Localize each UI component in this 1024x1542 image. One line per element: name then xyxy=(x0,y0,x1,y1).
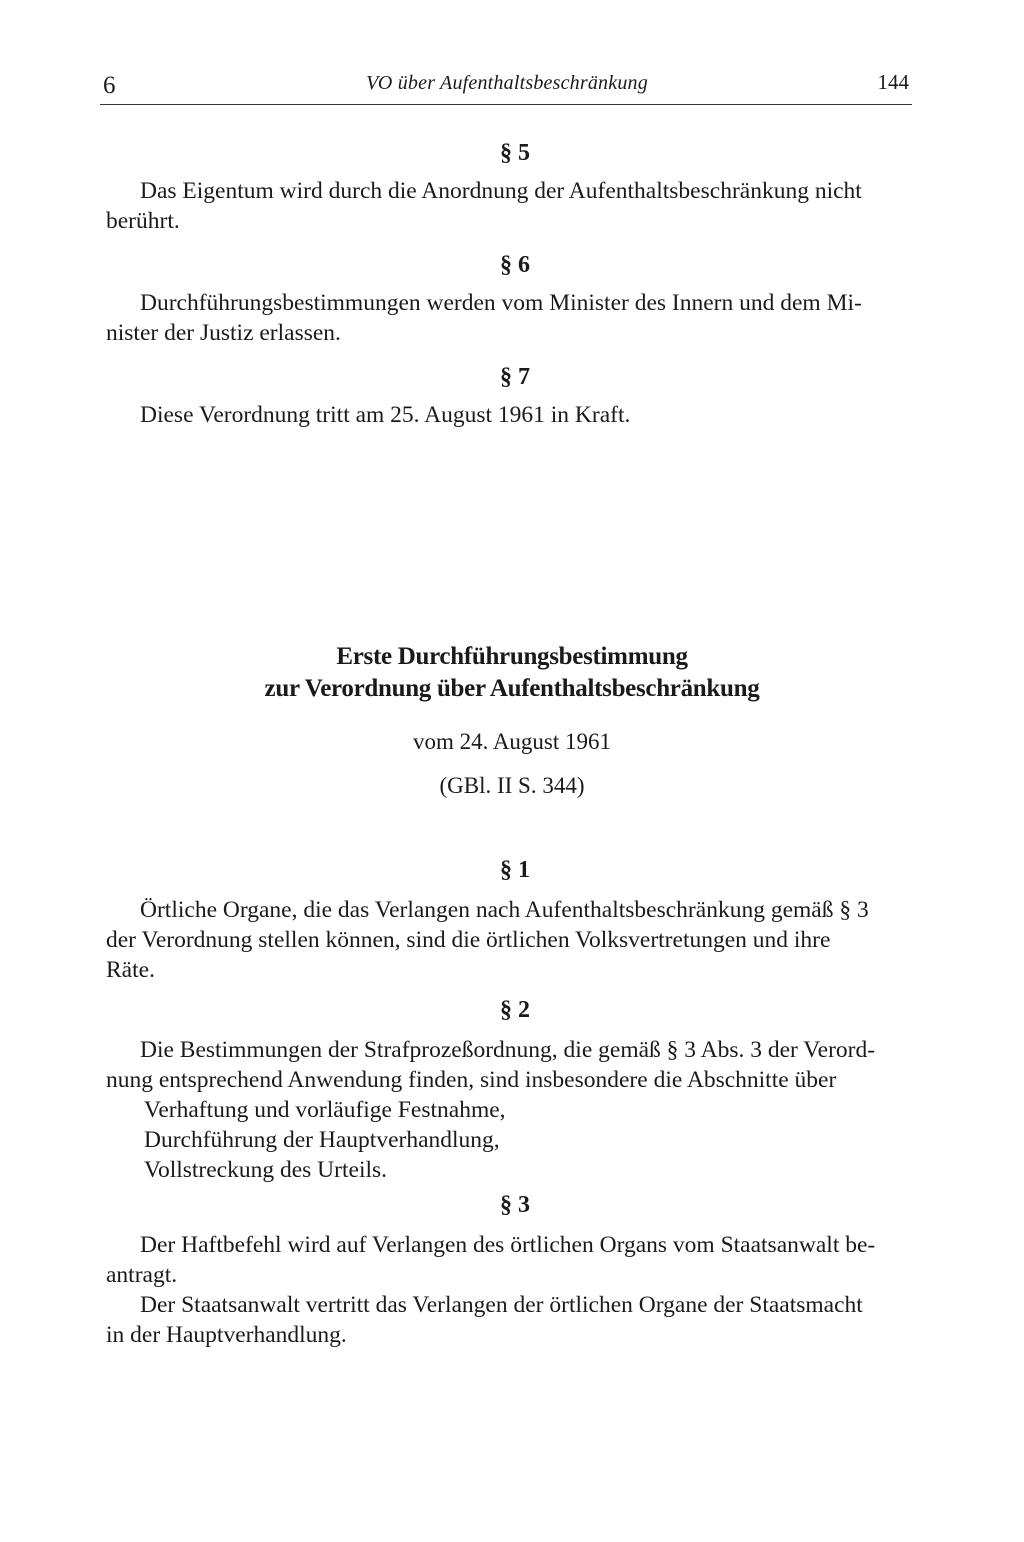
paragraph-line: Das Eigentum wird durch die Anordnung der Aufenthaltsbeschränkung nicht xyxy=(140,178,862,204)
section-2-text xyxy=(106,1035,916,1185)
list-item: Verhaftung und vorläufige Festnahme, xyxy=(144,1097,506,1123)
paragraph-line: Durchführungsbestimmungen werden vom Minister des Innern und dem Mi- xyxy=(140,290,862,316)
paragraph-line: Räte. xyxy=(106,957,155,983)
section-heading-1: § 1 xyxy=(500,857,530,883)
paragraph-line: berührt. xyxy=(106,208,180,234)
section-heading-7: § 7 xyxy=(500,364,530,390)
decree-date: vom 24. August 1961 xyxy=(412,729,612,754)
header-rule xyxy=(100,104,912,105)
section-heading-6: § 6 xyxy=(500,252,530,278)
paragraph-line: Diese Verordnung tritt am 25. August 1961 in Kraft. xyxy=(140,402,631,428)
list-item: Durchführung der Hauptverhandlung, xyxy=(144,1127,500,1153)
paragraph-line: in der Hauptverhandlung. xyxy=(106,1322,347,1348)
section-1-text xyxy=(106,895,916,985)
paragraph-line: der Verordnung stellen können, sind die örtlichen Volksvertretungen und ihre xyxy=(106,927,831,953)
paragraph-line: Die Bestimmungen der Strafprozeßordnung, die gemäß § 3 Abs. 3 der Verord- xyxy=(140,1037,876,1063)
section-heading-5: § 5 xyxy=(500,140,530,166)
paragraph-line: nung entsprechend Anwendung finden, sind insbesondere die Abschnitte über xyxy=(106,1067,837,1093)
paragraph-line: Örtliche Organe, die das Verlangen nach Aufenthaltsbeschränkung gemäß § 3 xyxy=(140,897,869,923)
paragraph-line: Der Haftbefehl wird auf Verlangen des örtlichen Organs vom Staatsanwalt be- xyxy=(140,1232,876,1258)
paragraph-line: nister der Justiz erlassen. xyxy=(106,320,341,346)
decree-source: (GBl. II S. 344) xyxy=(439,773,585,798)
section-5-text xyxy=(106,176,916,236)
page-number: 144 xyxy=(877,70,909,94)
list-item: Vollstreckung des Urteils. xyxy=(144,1157,388,1183)
decree-title-line-2: zur Verordnung über Aufenthaltsbeschränkung xyxy=(264,675,760,702)
paragraph-line: antragt. xyxy=(106,1262,178,1288)
section-6-text xyxy=(106,288,916,348)
section-heading-2: § 2 xyxy=(500,997,530,1023)
paragraph-line: Der Staatsanwalt vertritt das Verlangen der örtlichen Organe der Staatsmacht xyxy=(140,1292,863,1318)
chapter-number: 6 xyxy=(103,72,116,99)
section-3-text xyxy=(106,1230,916,1350)
section-heading-3: § 3 xyxy=(500,1192,530,1218)
running-title: VO über Aufenthaltsbeschränkung xyxy=(366,72,648,94)
section-7-text xyxy=(106,400,916,430)
decree-title-line-1: Erste Durchführungsbestimmung xyxy=(336,643,688,670)
running-header xyxy=(103,70,911,104)
